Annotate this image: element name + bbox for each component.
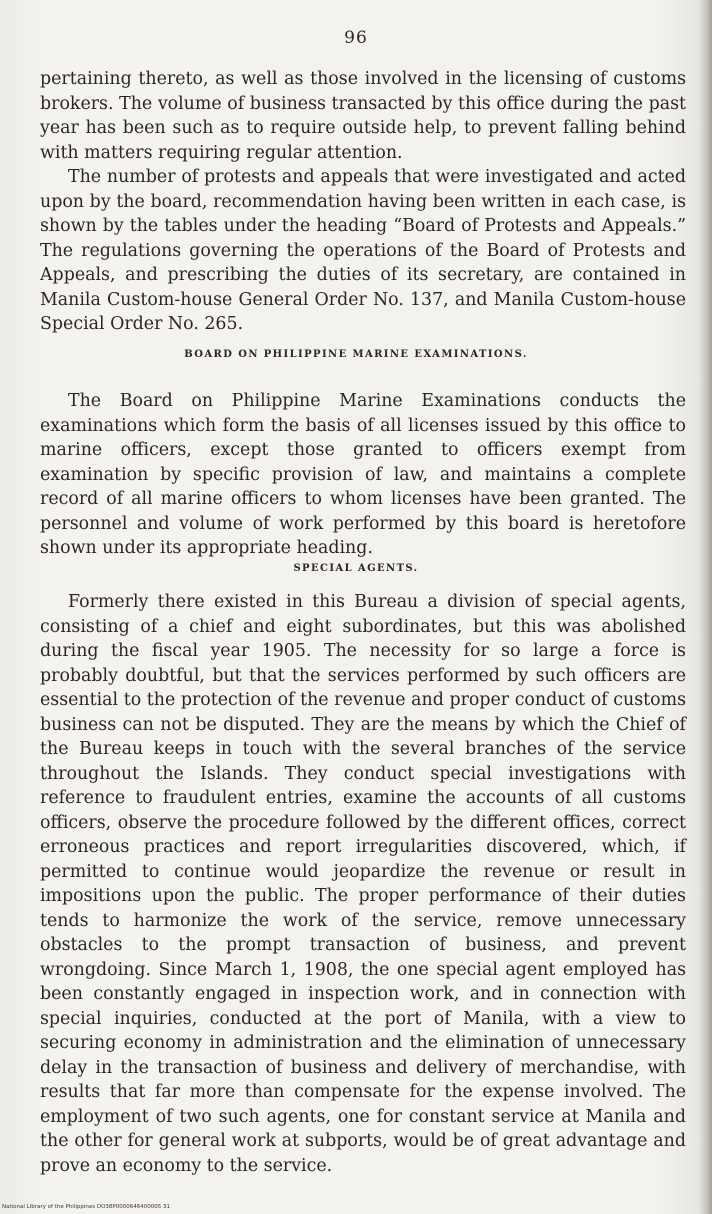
paragraph-text: Formerly there existed in this Bureau a division of special agents, consisting of a chief and eight subordinates, but this was abolished during the fiscal year 1905. The necessity for so large a force is probably doubtful, but that the services performed by such officers are essential to the protection of the revenue and proper conduct of customs business can not be disputed. They are the means by which the Chief of the Bureau keeps in touch with the several branches of the service throughout the Islands. They conduct special investigations with reference to fraudulent entries, examine the accounts of all customs officers, observe the procedure followed by the different offices, correct erroneous practices and report irregularities discovered, which, if permitted to continue would jeopardize the revenue or result in impositions upon the public. The proper performance of their duties tends to harmonize the work of the service, remove unnecessary obstacles to the prompt transaction of business, and prevent wrongdoing. Since March 1, 1908, the one special agent employed has been constantly engaged in inspection work, and in connection with special inquiries, conducted at the port of Manila, with a view to securing economy in administration and the elimination of unnecessary delay in the transaction of business and delivery of merchandise, with results that far more than compensate for the expense involved. The employment of two such agents, one for constant service at Manila and the other for general work at subports, would be of great advantage and prove an economy to the service. — [40, 592, 686, 1176]
paragraph-text: pertaining thereto, as well as those involved in the licensing of customs brokers. The volume of business transacted by this office during the past year has been such as to require outside help, to prevent falling behind with matters requiring regular attention. — [40, 69, 686, 163]
section-heading-marine-board: BOARD ON PHILIPPINE MARINE EXAMINATIONS. — [184, 349, 528, 360]
paragraph-text: The number of protests and appeals that were investigated and acted upon by the board, recommendation having been written in each case, is shown by the tables under the heading “Board of Protests and Appeals.” The regulations governing the operations of the Board of Protests and Appeals, and prescribing the duties of its secretary, are contained in Manila Custom-house General Order No. 137, and Manila Custom-house Special Order No. 265. — [40, 167, 686, 334]
page-edge-shadow — [698, 0, 712, 1214]
paragraph-marine-board — [40, 389, 686, 561]
section-heading-special-agents: SPECIAL AGENTS. — [293, 563, 419, 574]
paragraph-special-agents — [40, 590, 686, 1178]
scan-footer-note: National Library of the Philippines DO38P0000646400005 31 — [2, 1204, 170, 1210]
paragraph-continued — [40, 67, 686, 165]
page-number: 96 — [344, 28, 368, 48]
paragraph-text: The Board on Philippine Marine Examinations conducts the examinations which form the basis of all licenses issued by this office to marine officers, except those granted to officers exempt from examination by specific provision of law, and maintains a complete record of all marine officers to whom licenses have been granted. The personnel and volume of work performed by this board is heretofore shown under its appropriate heading. — [40, 391, 686, 558]
paragraph-protests — [40, 165, 686, 337]
